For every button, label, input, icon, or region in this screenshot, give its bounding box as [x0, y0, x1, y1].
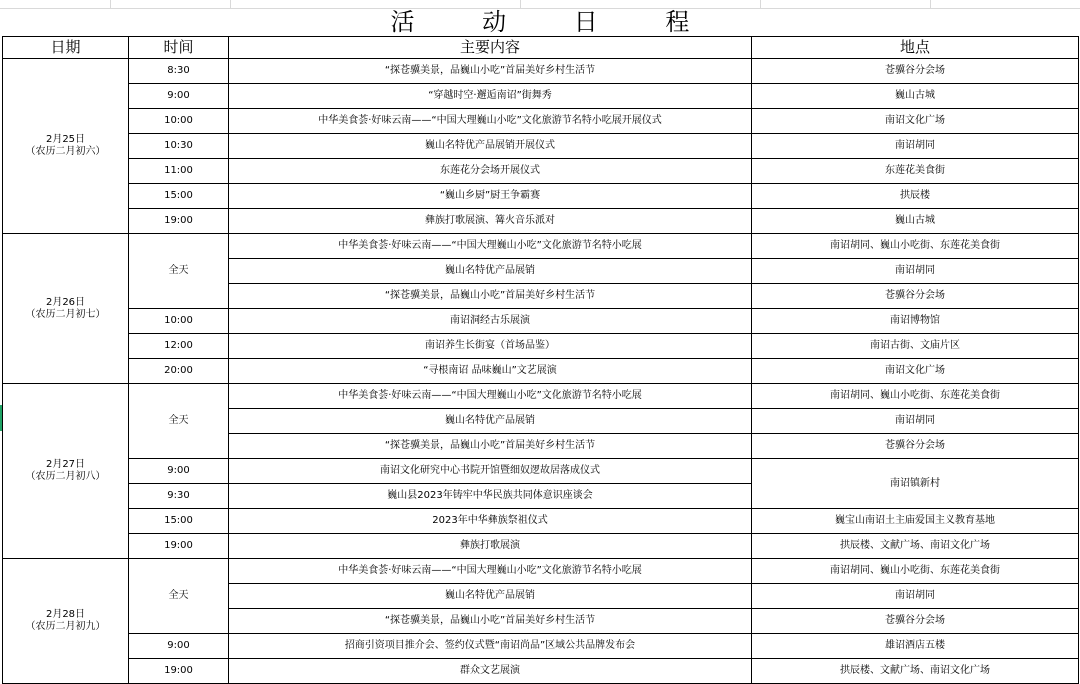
- time-cell-allday: 全天: [129, 559, 229, 634]
- place-cell: 南诏胡同、巍山小吃街、东莲花美食街: [752, 559, 1079, 584]
- lunar-date-label: （农历二月初九）: [25, 621, 106, 632]
- place-cell: 南诏博物馆: [752, 309, 1079, 334]
- content-cell: 巍山名特优产品展销: [229, 259, 752, 284]
- table-row: [3, 134, 1079, 159]
- place-cell: 巍宝山南诏土主庙爱国主义教育基地: [752, 509, 1079, 534]
- place-cell: 拱辰楼: [752, 184, 1079, 209]
- table-row: [3, 534, 1079, 559]
- time-cell: 15:00: [129, 184, 229, 209]
- content-cell: 巍山名特优产品展销开展仪式: [229, 134, 752, 159]
- content-cell: 南诏文化研究中心书院开馆暨细奴逻故居落成仪式: [229, 459, 752, 484]
- table-row: [3, 109, 1079, 134]
- place-cell: 南诏胡同: [752, 134, 1079, 159]
- content-cell: 中华美食荟·好味云南——“中国大理巍山小吃”文化旅游节名特小吃展: [229, 559, 752, 584]
- table-row: [3, 459, 1079, 484]
- time-cell: 9:00: [129, 459, 229, 484]
- lunar-date-label: （农历二月初七）: [25, 308, 106, 320]
- schedule-table: [2, 36, 1079, 684]
- date-cell: [3, 234, 129, 384]
- date-cell: [3, 384, 129, 559]
- time-cell: 19:00: [129, 659, 229, 684]
- header-place: 地点: [752, 37, 1079, 59]
- content-cell: 巍山县2023年铸牢中华民族共同体意识座谈会: [229, 484, 752, 509]
- date-label: 2月26日: [45, 296, 86, 308]
- content-cell: 2023年中华彝族祭祖仪式: [229, 509, 752, 534]
- place-cell: 南诏古街、文庙片区: [752, 334, 1079, 359]
- header-date: 日期: [3, 37, 129, 59]
- place-cell: 南诏胡同: [752, 259, 1079, 284]
- place-cell: 东莲花美食街: [752, 159, 1079, 184]
- content-cell: 南诏养生长街宴（首场品鉴）: [229, 334, 752, 359]
- content-cell: 彝族打歌展演、篝火音乐派对: [229, 209, 752, 234]
- place-cell: 雄诏酒店五楼: [752, 634, 1079, 659]
- content-cell: 招商引资项目推介会、签约仪式暨“南诏尚品”区域公共品牌发布会: [229, 634, 752, 659]
- schedule-title: 活 动 日 程: [390, 8, 720, 36]
- content-cell: 东莲花分会场开展仪式: [229, 159, 752, 184]
- content-cell: 中华美食荟·好味云南——“中国大理巍山小吃”文化旅游节名特小吃展开展仪式: [229, 109, 752, 134]
- header-time: 时间: [129, 37, 229, 59]
- table-row: [3, 84, 1079, 109]
- time-cell: 20:00: [129, 359, 229, 384]
- table-row: [3, 634, 1079, 659]
- date-label: 2月25日: [45, 134, 86, 145]
- content-cell: “探苍骥美景，品巍山小吃”首届美好乡村生活节: [229, 609, 752, 634]
- time-cell: 8:30: [129, 59, 229, 84]
- table-row: [3, 234, 1079, 259]
- content-cell: “探苍骥美景，品巍山小吃”首届美好乡村生活节: [229, 284, 752, 309]
- content-cell: “穿越时空·邂逅南诏”街舞秀: [229, 84, 752, 109]
- time-cell: 19:00: [129, 534, 229, 559]
- content-cell: “探苍骥美景，品巍山小吃”首届美好乡村生活节: [229, 434, 752, 459]
- content-cell: 巍山名特优产品展销: [229, 584, 752, 609]
- content-cell: “巍山乡厨”厨王争霸赛: [229, 184, 752, 209]
- time-cell: 9:00: [129, 84, 229, 109]
- time-cell-allday: 全天: [129, 234, 229, 309]
- time-cell: 19:00: [129, 209, 229, 234]
- content-cell: 彝族打歌展演: [229, 534, 752, 559]
- table-row: [3, 384, 1079, 409]
- table-row: [3, 559, 1079, 584]
- place-cell: 拱辰楼、文献广场、南诏文化广场: [752, 534, 1079, 559]
- place-cell: 南诏文化广场: [752, 109, 1079, 134]
- place-cell: 苍骥谷分会场: [752, 434, 1079, 459]
- date-label: 2月27日: [45, 459, 86, 470]
- table-row: [3, 334, 1079, 359]
- place-cell: 巍山古城: [752, 84, 1079, 109]
- place-cell: 拱辰楼、文献广场、南诏文化广场: [752, 659, 1079, 684]
- place-cell: 苍骥谷分会场: [752, 609, 1079, 634]
- content-cell: 群众文艺展演: [229, 659, 752, 684]
- place-cell: 南诏胡同、巍山小吃街、东莲花美食街: [752, 384, 1079, 409]
- time-cell: 9:00: [129, 634, 229, 659]
- content-cell: “探苍骥美景，品巍山小吃”首届美好乡村生活节: [229, 59, 752, 84]
- table-row: [3, 359, 1079, 384]
- time-cell: 15:00: [129, 509, 229, 534]
- content-cell: 南诏洞经古乐展演: [229, 309, 752, 334]
- table-row: [3, 209, 1079, 234]
- date-cell: [3, 59, 129, 234]
- place-cell: 南诏胡同、巍山小吃街、东莲花美食街: [752, 234, 1079, 259]
- place-cell: 南诏胡同: [752, 584, 1079, 609]
- time-cell: 10:00: [129, 309, 229, 334]
- time-cell: 11:00: [129, 159, 229, 184]
- content-cell: 巍山名特优产品展销: [229, 409, 752, 434]
- time-cell: 12:00: [129, 334, 229, 359]
- time-cell: 10:00: [129, 109, 229, 134]
- time-cell-allday: 全天: [129, 384, 229, 459]
- lunar-date-label: （农历二月初六）: [25, 146, 106, 157]
- date-label: 2月28日: [45, 609, 86, 620]
- place-cell: 南诏文化广场: [752, 359, 1079, 384]
- lunar-date-label: （农历二月初八）: [25, 471, 106, 482]
- content-cell: 中华美食荟·好味云南——“中国大理巍山小吃”文化旅游节名特小吃展: [229, 384, 752, 409]
- place-cell: 苍骥谷分会场: [752, 59, 1079, 84]
- table-row: [3, 509, 1079, 534]
- table-row: [3, 659, 1079, 684]
- table-row: [3, 59, 1079, 84]
- place-cell: 南诏胡同: [752, 409, 1079, 434]
- table-row: [3, 184, 1079, 209]
- row-selection-marker: [0, 405, 2, 431]
- table-row: [3, 309, 1079, 334]
- content-cell: “寻根南诏 品味巍山”文艺展演: [229, 359, 752, 384]
- time-cell: 10:30: [129, 134, 229, 159]
- place-cell: 苍骥谷分会场: [752, 284, 1079, 309]
- table-row: [3, 159, 1079, 184]
- place-cell: 南诏镇新村: [752, 459, 1079, 509]
- header-row: [3, 37, 1079, 59]
- header-content: 主要内容: [229, 37, 752, 59]
- time-cell: 9:30: [129, 484, 229, 509]
- place-cell: 巍山古城: [752, 209, 1079, 234]
- content-cell: 中华美食荟·好味云南——“中国大理巍山小吃”文化旅游节名特小吃展: [229, 234, 752, 259]
- date-cell: [3, 559, 129, 684]
